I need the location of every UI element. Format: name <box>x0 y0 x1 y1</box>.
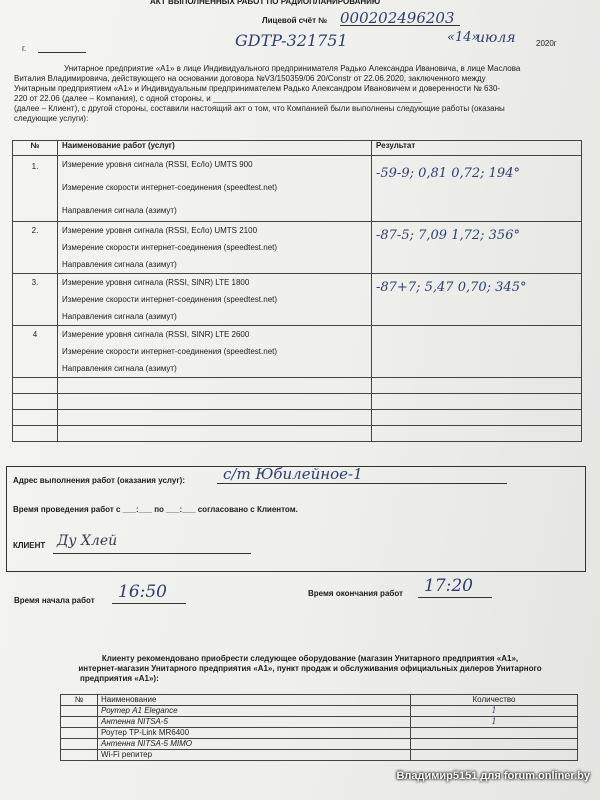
preamble <box>14 64 586 124</box>
work-item: Измерение скорости интернет-соединения (speedtest.net) <box>62 183 278 192</box>
equipment-name: Антенна NITSA-5 MIMO <box>98 739 411 750</box>
equipment-qty <box>411 750 578 761</box>
equipment-name: Wi-Fi репитер <box>98 750 411 761</box>
table-row <box>61 706 578 717</box>
table-row <box>13 274 582 326</box>
client-label: КЛИЕНТ <box>13 541 46 550</box>
address-value: с/т Юбилейное-1 <box>223 465 363 483</box>
work-item: Направления сигнала (азимут) <box>62 312 177 321</box>
equipment-qty <box>411 728 578 739</box>
time-window-label: Время проведения работ с ___:___ по ___:___ согласовано с Клиентом. <box>13 505 298 514</box>
table-row <box>13 326 582 378</box>
work-item: Направления сигнала (азимут) <box>62 206 177 215</box>
empty-row <box>13 410 582 426</box>
table-row <box>61 717 578 728</box>
equipment-qty: 1 <box>411 717 578 728</box>
empty-row <box>13 394 582 410</box>
table-row <box>13 156 582 222</box>
work-item: Направления сигнала (азимут) <box>62 364 177 373</box>
row-number: 3. <box>13 274 58 326</box>
preamble-line: следующие услуги): <box>14 114 89 123</box>
table-row <box>61 750 578 761</box>
work-item: Измерение уровня сигнала (RSSI, SINR) LTE 2600 <box>62 330 250 339</box>
recommend-line: Клиенту рекомендовано приобрести следующее оборудование (магазин Унитарного предприятия «А1», <box>101 654 519 663</box>
work-item: Измерение уровня сигнала (RSSI, Ec/Io) UMTS 900 <box>62 160 253 169</box>
account-value: 000202496203 <box>340 9 455 27</box>
recommend-text <box>40 654 580 684</box>
recommend-line: предприятия «А1»): <box>80 674 159 683</box>
start-time-value: 16:50 <box>118 582 167 602</box>
service-box <box>6 466 586 572</box>
works-table <box>12 140 582 442</box>
end-time-value: 17:20 <box>424 576 473 596</box>
col-name-header: Наименование работ (услуг) <box>58 141 372 156</box>
account-underline <box>340 25 460 26</box>
col-number-header: № <box>13 141 58 156</box>
address-underline <box>217 483 507 484</box>
order-id: GDTP-321751 <box>235 31 348 50</box>
work-item: Направления сигнала (азимут) <box>62 260 177 269</box>
preamble-line: 220 от 22.06 (далее – Компания), с одной стороны, и _______________________________________________ <box>14 94 422 103</box>
recommend-line: интернет-магазин Унитарного предприятия «А1», пункт продаж и обслуживания официальных дилеров Унитарного <box>78 664 542 673</box>
row-number: 4 <box>13 326 58 378</box>
col-result-header: Результат <box>372 141 582 156</box>
work-item: Измерение уровня сигнала (RSSI, SINR) LTE 1800 <box>62 278 250 287</box>
equipment-qty <box>411 739 578 750</box>
signature-underline <box>53 553 251 554</box>
result-value: -87-5; 7,09 1,72; 356° <box>376 228 520 243</box>
equipment-name: Роутер A1 Elegance <box>98 706 411 717</box>
end-time-label: Время окончания работ <box>308 589 403 598</box>
empty-row <box>13 426 582 442</box>
work-item: Измерение скорости интернет-соединения (speedtest.net) <box>62 243 278 252</box>
works-header-row <box>13 141 582 156</box>
preamble-line: Виталия Владимировича, действующего на основании договора №V3/150359/06 20/Constr от 22.06.2020, заключенного между <box>14 74 486 83</box>
city-underline <box>38 52 86 53</box>
row-number: 1. <box>13 156 58 222</box>
end-time-underline <box>418 597 492 598</box>
date-day: «14» <box>447 30 480 45</box>
document-title: АКТ ВЫПОЛНЕННЫХ РАБОТ ПО РАДИОПЛАНИРОВАНИЮ <box>150 0 381 6</box>
equipment-name: Антенна NITSA-5 <box>98 717 411 728</box>
table-row <box>13 222 582 274</box>
equipment-name: Роутер TP-Link MR6400 <box>98 728 411 739</box>
work-item: Измерение уровня сигнала (RSSI, Ec/Io) UMTS 2100 <box>62 226 258 235</box>
work-item: Измерение скорости интернет-соединения (speedtest.net) <box>62 347 278 356</box>
preamble-line: Унитарное предприятие «А1» в лице Индивидуального предпринимателя Радько Александра Ивановича, в лице Маслова <box>64 64 521 73</box>
work-item: Измерение скорости интернет-соединения (speedtest.net) <box>62 295 278 304</box>
equipment-header-row <box>61 695 578 706</box>
equip-col-name: Наименование <box>98 695 411 706</box>
row-number: 2. <box>13 222 58 274</box>
result-value: -59-9; 0,81 0,72; 194° <box>376 166 520 181</box>
account-label: Лицевой счёт № <box>262 16 328 25</box>
date-year: 2020г <box>536 39 557 48</box>
watermark: Владимир5151 для forum.onliner.by <box>396 770 590 782</box>
date-month: июля <box>476 30 516 46</box>
empty-row <box>13 378 582 394</box>
start-time-label: Время начала работ <box>14 596 95 605</box>
preamble-line: Унитарным предприятием «А1» и Индивидуальным предпринимателем Радько Александром Ивановичем и доверенности № 630- <box>14 84 501 93</box>
result-value: -87+7; 5,47 0,70; 345° <box>376 280 527 295</box>
address-label: Адрес выполнения работ (оказания услуг): <box>13 476 185 485</box>
equip-col-number: № <box>61 695 98 706</box>
result-empty <box>372 326 582 378</box>
city-label: г. <box>22 44 27 53</box>
table-row <box>61 739 578 750</box>
equipment-table <box>60 694 578 761</box>
equipment-qty: 1 <box>411 706 578 717</box>
table-row <box>61 728 578 739</box>
preamble-line: (далее – Клиент), с другой стороны, составили настоящий акт о том, что Компанией были выполнены следующие работы (оказаны <box>14 104 505 113</box>
start-time-underline <box>112 603 186 604</box>
equip-col-qty: Количество <box>411 695 578 706</box>
client-signature: Ду Хлей <box>57 533 118 549</box>
